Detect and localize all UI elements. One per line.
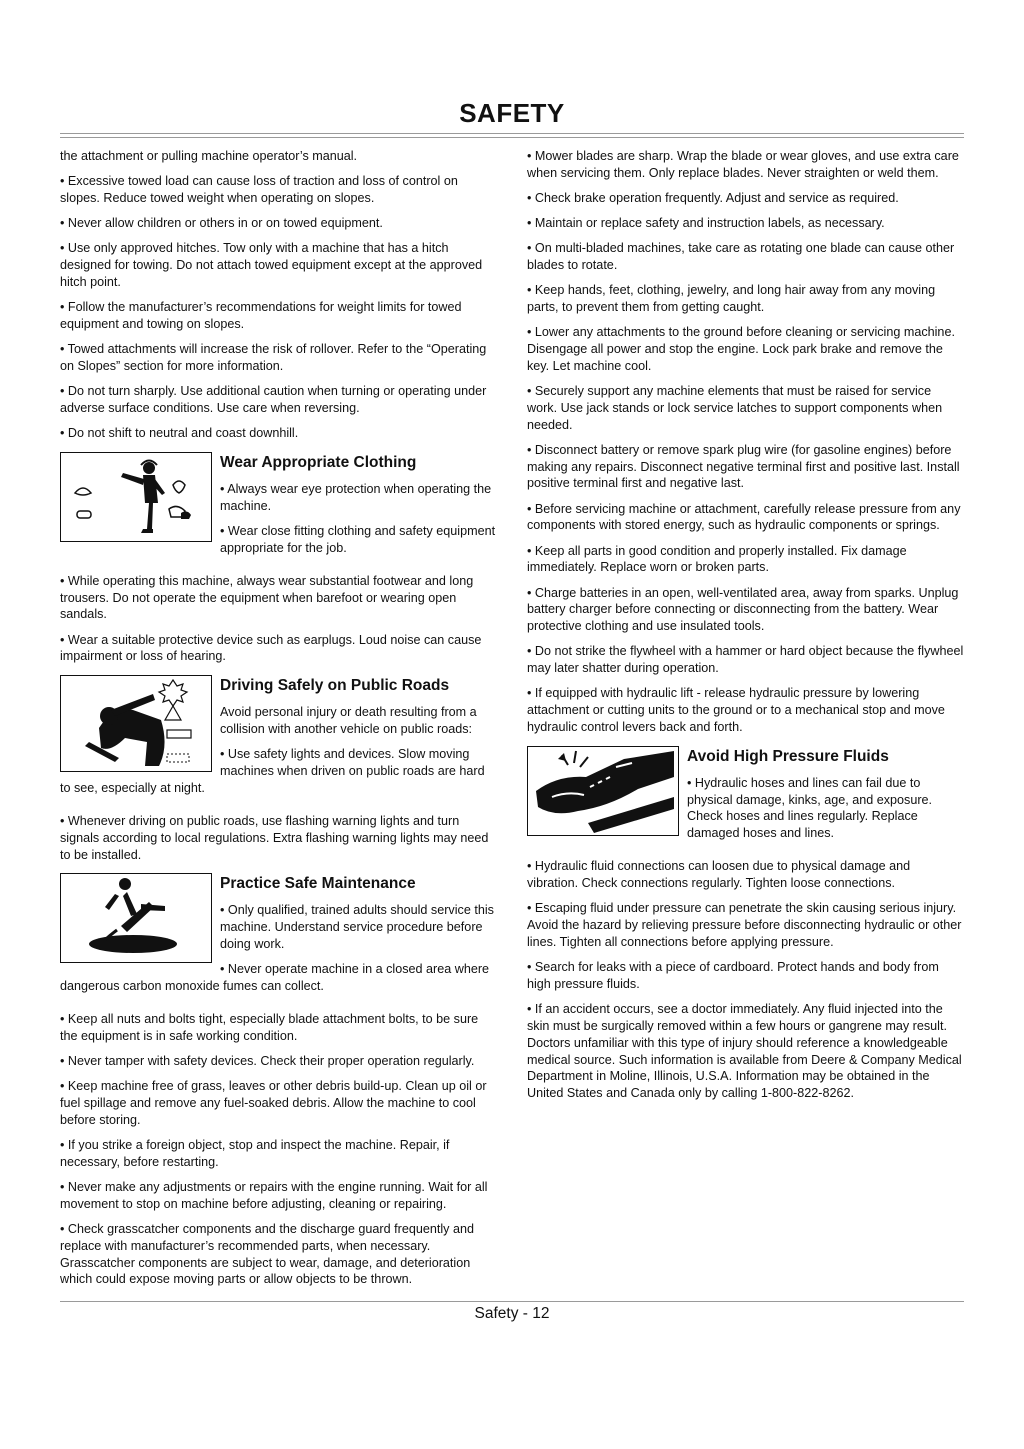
paragraph: • Never tamper with safety devices. Check their proper operation regularly.: [60, 1054, 475, 1069]
paragraph: • Keep all parts in good condition and properly installed. Fix damage immediately. Replace worn or broken parts.: [527, 543, 907, 575]
paragraph: • Charge batteries in an open, well-ventilated area, away from sparks. Unplug battery charger before connecting or disconnecting from the battery. Wear protective clothing and use insulated tools.: [527, 585, 959, 634]
paragraph: • Securely support any machine elements that must be raised for service work. Use jack stands or lock service latches to support components when needed.: [527, 384, 943, 432]
left-column: [60, 148, 498, 1297]
page-title: SAFETY: [459, 98, 565, 128]
slip-hazard-icon: [60, 873, 212, 963]
paragraph: the attachment or pulling machine operator’s manual.: [60, 149, 358, 163]
paragraph: • Follow the manufacturer’s recommendations for weight limits for towed equipment and towing on slopes.: [60, 300, 462, 331]
paragraph: • Keep machine free of grass, leaves or other debris build-up. Clean up oil or fuel spillage and remove any fuel-soaked debris. Allow the machine to cool before storing.: [60, 1079, 487, 1127]
paragraph: • Whenever driving on public roads, use flashing warning lights and turn signals according to local regulations. Extra flashing warning lights may need to be installed.: [60, 814, 489, 862]
paragraph: • If equipped with hydraulic lift - release hydraulic pressure by lowering attachment or cutting units to the ground or to a mechanical stop and move hydraulic control levers back and forth.: [527, 686, 945, 734]
paragraph: • Never make any adjustments or repairs with the engine running. Wait for all movement to stop on machine before adjusting, cleaning or repairing.: [60, 1180, 488, 1211]
paragraph: Avoid personal injury or death resulting from a collision with another vehicle on public roads:: [220, 705, 477, 737]
header-rule-bottom: [60, 137, 964, 138]
paragraph: • Lower any attachments to the ground before cleaning or servicing machine. Disengage all power and stop the engine. Lock park brake and remove the key. Let machine cool.: [527, 325, 955, 373]
paragraph: • Before servicing machine or attachment, carefully release pressure from any components with stored energy, such as hydraulic components or springs.: [527, 501, 961, 533]
paragraph: • Always wear eye protection when operating the machine.: [220, 481, 492, 513]
maintenance-heading: Practice Safe Maintenance: [220, 875, 416, 893]
fluids-section: [527, 746, 964, 851]
towing-paragraphs: [60, 148, 498, 442]
paragraph: • Keep hands, feet, clothing, jewelry, and long hair away from any moving parts, to prevent them from getting caught.: [527, 283, 936, 315]
paragraph: • Wear close fitting clothing and safety equipment appropriate for the job.: [220, 523, 496, 555]
paragraph: • Search for leaks with a piece of cardboard. Protect hands and body from high pressure fluids.: [527, 960, 939, 991]
paragraph: • Escaping fluid under pressure can penetrate the skin causing serious injury. Avoid the hazard by relieving pressure before disconnecting hydraulic or other lines. Tighten all connections before applying pressure.: [527, 901, 962, 949]
paragraph: • Excessive towed load can cause loss of traction and loss of control on slopes. Reduce towed weight when operating on slopes.: [60, 174, 458, 205]
paragraph: • Keep all nuts and bolts tight, especially blade attachment bolts, to be sure the equipment is in safe working condition.: [60, 1012, 479, 1043]
paragraph: • On multi-bladed machines, take care as rotating one blade can cause other blades to rotate.: [527, 241, 955, 273]
paragraph: • Mower blades are sharp. Wrap the blade or wear gloves, and use extra care when servicing them. Only replace blades. Never straighten or weld them.: [527, 149, 959, 180]
high-pressure-fluid-icon: [527, 746, 679, 836]
roads-heading: Driving Safely on Public Roads: [220, 677, 450, 695]
paragraph: • Check brake operation frequently. Adjust and service as required.: [527, 190, 899, 205]
paragraph: • Use safety lights and devices. Slow moving machines when driven on public roads are hard to see, especially at night.: [60, 747, 485, 795]
paragraph: • If you strike a foreign object, stop and inspect the machine. Repair, if necessary, before restarting.: [60, 1138, 450, 1169]
header-rule-top: [60, 133, 964, 134]
paragraph: • Use only approved hitches. Tow only with a machine that has a hitch designed for towing. Do not attach towed equipment except at the approved hitch point.: [60, 241, 483, 289]
clothing-heading: Wear Appropriate Clothing: [220, 453, 417, 471]
maintenance-section: [60, 873, 498, 1003]
paragraph: • Hydraulic fluid connections can loosen due to physical damage and vibration. Check connections regularly. Tighten loose connections.: [527, 859, 911, 891]
paragraph: • Check grasscatcher components and the discharge guard frequently and replace with manufacturer’s recommended parts, when necessary. Grasscatcher components are subject to wear, damage, and deterioration which could expose moving parts or allow objects to be thrown.: [60, 1222, 474, 1287]
roads-section: [60, 675, 498, 805]
paragraph: • Only qualified, trained adults should service this machine. Understand service procedure before doing work.: [220, 903, 494, 951]
footer-rule: [60, 1301, 964, 1302]
paragraph: • If an accident occurs, see a doctor immediately. Any fluid injected into the skin must be surgically removed within a few hours or gangrene may result. Doctors unfamiliar with this type of injury should reference a knowledgeable medical source. Such information is available from Deere & Company Medical Department in Moline, Illinois, U.S.A. Information may be obtained in the United States and Canada only by calling 1-800-822-8262.: [527, 1002, 962, 1101]
paragraph: • Do not turn sharply. Use additional caution when turning or operating under adverse surface conditions. Use care when reversing.: [60, 384, 487, 415]
paragraph: • Do not shift to neutral and coast downhill.: [60, 426, 299, 441]
protective-clothing-icon: [60, 452, 212, 542]
paragraph: • Never operate machine in a closed area where dangerous carbon monoxide fumes can collect.: [60, 962, 490, 993]
paragraph: • Wear a suitable protective device such as earplugs. Loud noise can cause impairment or loss of hearing.: [60, 632, 482, 664]
paragraph: • Hydraulic hoses and lines can fail due to physical damage, kinks, age, and exposure. Check hoses and lines regularly. Replace damaged hoses and lines.: [687, 775, 933, 841]
paragraph: • Never allow children or others in or on towed equipment.: [60, 216, 383, 231]
right-column: [527, 148, 964, 1110]
fluids-heading: Avoid High Pressure Fluids: [687, 747, 889, 765]
clothing-section: [60, 452, 498, 565]
paragraph: • Disconnect battery or remove spark plug wire (for gasoline engines) before making any repairs. Disconnect negative terminal first and positive last. Install positive terminal first and negative last.: [527, 442, 960, 491]
paragraph: • Towed attachments will increase the risk of rollover. Refer to the “Operating on Slopes” section for more information.: [60, 342, 487, 373]
service-paragraphs: [527, 148, 964, 736]
roadway-hazard-icon: [60, 675, 212, 772]
paragraph: • Maintain or replace safety and instruction labels, as necessary.: [527, 216, 885, 231]
paragraph: • While operating this machine, always wear substantial footwear and long trousers. Do not operate the equipment when barefoot or wearing open sandals.: [60, 573, 474, 622]
paragraph: • Do not strike the flywheel with a hammer or hard object because the flywheel may later shatter during operation.: [527, 644, 964, 676]
page-number: Safety - 12: [474, 1305, 550, 1322]
